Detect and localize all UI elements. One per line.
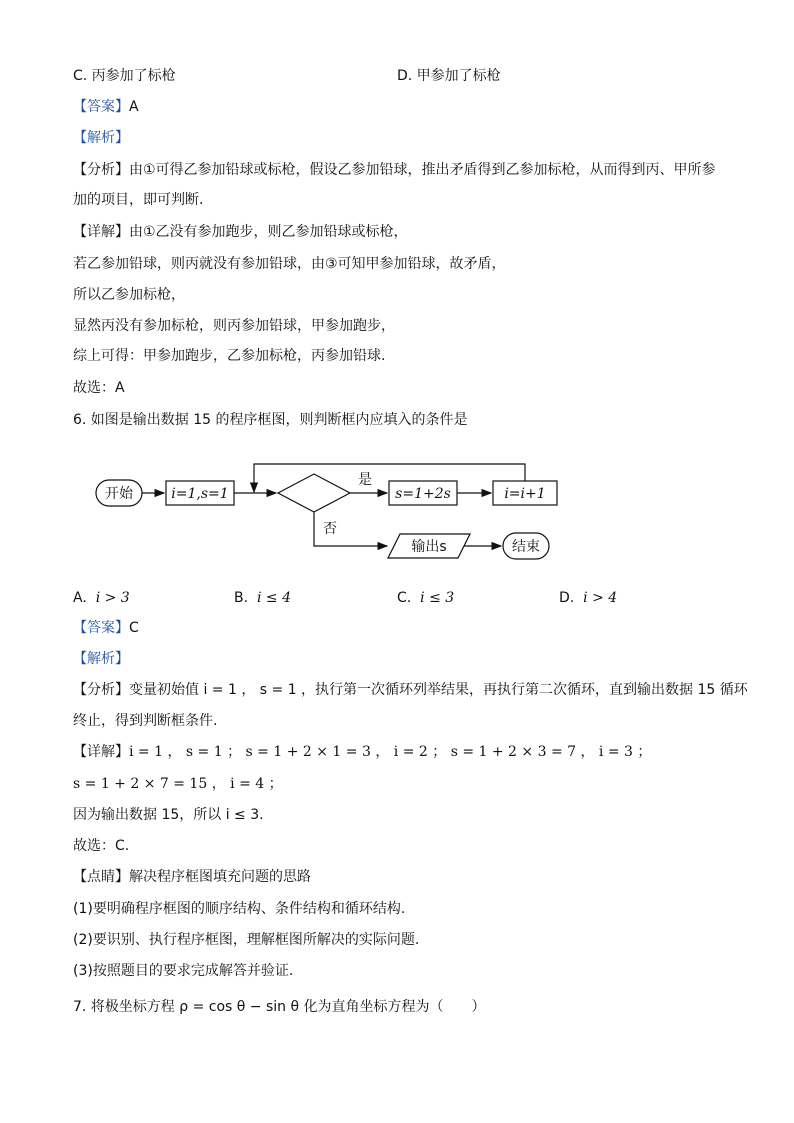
q5-detail-line4: 显然丙没有参加标枪，则丙参加铅球，甲参加跑步， <box>73 318 395 334</box>
update-i-label: i=i+1 <box>504 486 546 502</box>
q7-stem: 7. 将极坐标方程 ρ = cos θ − sin θ 化为直角坐标方程为（ ） <box>73 999 486 1015</box>
q5-choose: 故选：A <box>73 380 125 396</box>
decision-diamond-shape <box>278 474 350 512</box>
q6-detail-line1 <box>73 742 651 762</box>
option-a-expr: i > 3 <box>95 590 130 606</box>
q5-detail-line2: 若乙参加铅球，则丙就没有参加铅球，由③可知甲参加铅球，故矛盾， <box>73 256 506 272</box>
update-s-label: s=1+2s <box>395 486 451 502</box>
q6-answer <box>73 618 139 638</box>
q6-detail-line2: s = 1 + 2 × 7 = 15 ， i = 4 ； <box>73 776 283 792</box>
q5-fenxi-line2: 加的项目，即可判断. <box>73 192 204 208</box>
q6-detail-line3: 因为输出数据 15，所以 i ≤ 3. <box>73 807 264 823</box>
yes-label: 是 <box>358 472 372 488</box>
end-label: 结束 <box>512 539 540 555</box>
detail-tag: 【详解】 <box>73 744 129 760</box>
dianjing-tag: 【点睛】 <box>73 869 129 885</box>
q5-option-d: D. 甲参加了标枪 <box>397 68 501 84</box>
q5-option-c: C. 丙参加了标枪 <box>73 68 176 84</box>
analysis-tag: 【解析】 <box>73 130 129 146</box>
no-label: 否 <box>323 521 337 537</box>
option-c-expr: i ≤ 3 <box>420 590 455 606</box>
detail-text: i = 1 ， s = 1 ； s = 1 + 2 × 1 = 3 ， i = 2 ； s = 1 + 2 × 3 = 7 ， i = 3 ； <box>129 744 652 760</box>
answer-tag: 【答案】 <box>73 99 129 115</box>
q5-answer <box>73 97 139 117</box>
dianjing-text: 解决程序框图填充问题的思路 <box>129 869 311 885</box>
q6-option-a <box>73 588 130 608</box>
option-d-expr: i > 4 <box>583 590 618 606</box>
option-b-expr: i ≤ 4 <box>256 590 291 606</box>
detail-tag: 【详解】 <box>73 224 129 240</box>
q6-fenxi-line1 <box>73 680 748 700</box>
q6-stem: 6. 如图是输出数据 15 的程序框图，则判断框内应填入的条件是 <box>73 412 468 428</box>
fenxi-text: 由①可得乙参加铅球或标枪，假设乙参加铅球，推出矛盾得到乙参加标枪，从而得到丙、甲所参 <box>129 162 716 178</box>
q6-tip-3: (3)按照题目的要求完成解答并验证. <box>73 963 294 979</box>
option-b-label: B. <box>234 590 249 606</box>
q6-tip-1: (1)要明确程序框图的顺序结构、条件结构和循环结构. <box>73 901 406 917</box>
q6-analysis-heading <box>73 649 129 669</box>
q5-detail-line5: 综上可得：甲参加跑步，乙参加标枪，丙参加铅球. <box>73 348 386 364</box>
q5-fenxi-line1 <box>73 160 716 180</box>
analysis-tag: 【解析】 <box>73 651 129 667</box>
flowchart <box>90 458 570 568</box>
q5-detail-line3: 所以乙参加标枪， <box>73 287 185 303</box>
fenxi-tag: 【分析】 <box>73 162 129 178</box>
detail-text: 由①乙没有参加跑步，则乙参加铅球或标枪， <box>129 224 408 240</box>
q6-option-c <box>397 588 454 608</box>
output-label: 输出s <box>411 539 447 555</box>
q5-detail-line1 <box>73 222 408 242</box>
option-a-label: A. <box>73 590 87 606</box>
fenxi-tag: 【分析】 <box>73 682 129 698</box>
answer-value: A <box>129 99 139 115</box>
fenxi-text: 变量初始值 i = 1 ， s = 1 ，执行第一次循环列举结果，再执行第二次循环，直到输出数据 15 循环 <box>129 682 748 698</box>
q6-fenxi-line2: 终止，得到判断框条件. <box>73 713 218 729</box>
option-c-label: C. <box>397 590 412 606</box>
option-d-label: D. <box>559 590 575 606</box>
q6-tip-2: (2)要识别、执行程序框图，理解框图所解决的实际问题. <box>73 932 420 948</box>
q6-dianjing <box>73 867 311 887</box>
init-label: i=1,s=1 <box>171 486 229 502</box>
answer-tag: 【答案】 <box>73 620 129 636</box>
answer-value: C <box>129 620 139 636</box>
q5-analysis-heading <box>73 128 129 148</box>
start-label: 开始 <box>105 486 133 502</box>
q6-option-b <box>234 588 291 608</box>
q6-choose: 故选：C. <box>73 838 130 854</box>
q6-option-d <box>559 588 617 608</box>
